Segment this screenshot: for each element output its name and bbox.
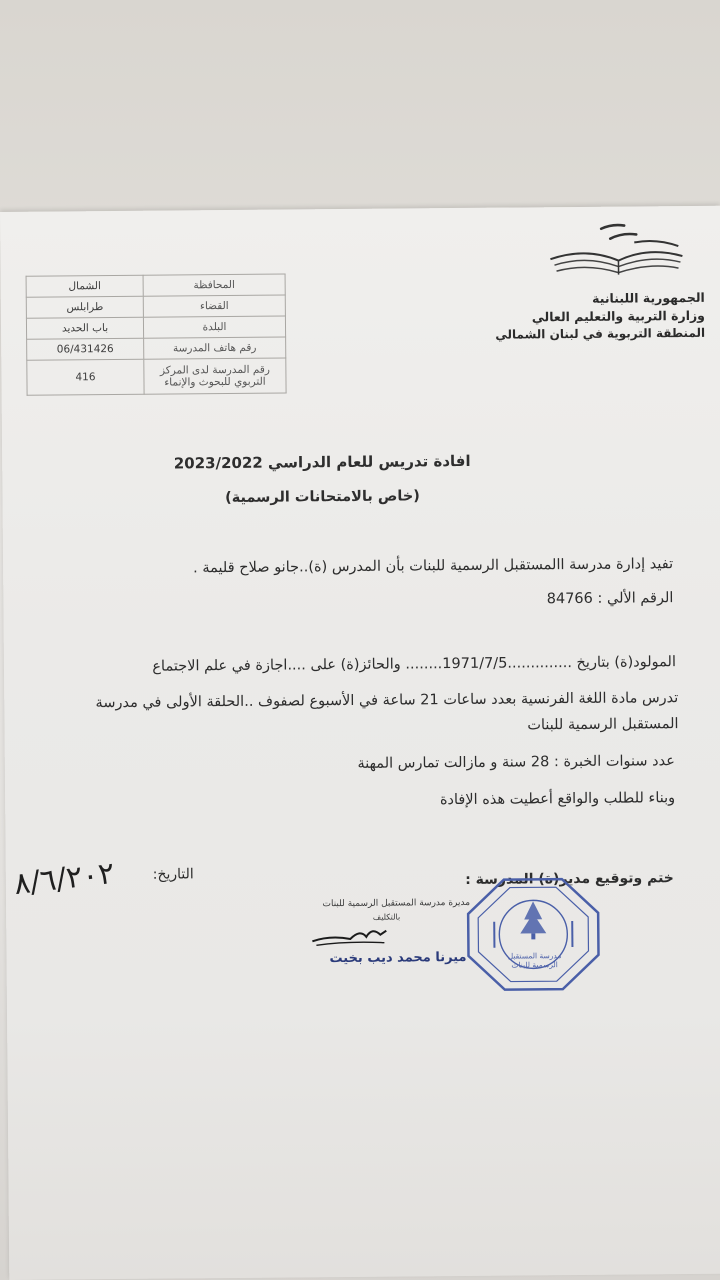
- ministry-book-logo-icon: [546, 220, 687, 279]
- table-row: [26, 316, 285, 339]
- document-title: افادة تدريس للعام الدراسي 2023/2022: [173, 451, 471, 473]
- stamp-inner-text: مدرسة المستقبل الرسمية للبنات: [507, 951, 562, 970]
- body-line-experience: عدد سنوات الخبرة : 28 سنة و مازالت تمارس المهنة: [357, 753, 675, 772]
- table-label: القضاء: [143, 295, 285, 317]
- table-label: البلدة: [143, 316, 285, 338]
- body-line-closing: وبناء للطلب والواقع أعطيت هذه الإفادة: [439, 790, 676, 809]
- table-label: رقم هاتف المدرسة: [144, 337, 286, 359]
- table-row: [26, 274, 285, 297]
- header-region: المنطقة التربوية في لبنان الشمالي: [495, 325, 706, 342]
- document-subtitle: (خاص بالامتحانات الرسمية): [225, 488, 420, 507]
- principal-assignment: بالتكليف: [372, 912, 401, 922]
- table-value: 416: [27, 359, 144, 395]
- table-value: الشمال: [26, 275, 143, 297]
- handwritten-signature-icon: [310, 921, 390, 950]
- principal-signature-block: [310, 898, 471, 979]
- principal-title: مديرة مدرسة المستقبل الرسمية للبنات: [322, 897, 471, 910]
- document-sheet: [0, 206, 720, 1280]
- table-value: باب الحديد: [26, 317, 143, 339]
- header-republic: الجمهورية اللبنانية: [592, 289, 705, 306]
- header-ministry: وزارة التربية والتعليم العالي: [531, 307, 705, 325]
- table-row: [27, 337, 286, 360]
- official-school-stamp-icon: [464, 875, 603, 994]
- table-row: [27, 358, 286, 395]
- table-value: طرابلس: [26, 296, 143, 318]
- body-line-school: المستقبل الرسمية للبنات: [527, 716, 679, 734]
- table-label: المحافظة: [143, 274, 285, 296]
- body-line-subject: تدرس مادة اللغة الفرنسية بعدد ساعات 21 ساعة في الأسبوع لصفوف ..الحلقة الأولى في مدرسة: [95, 690, 679, 712]
- handwritten-date: ٨/٦/٢٠٢: [12, 855, 117, 903]
- date-label: التاريخ:: [152, 866, 194, 883]
- body-line-birth-degree: المولود(ة) بتاريخ ..............1971/7/5........ والحائز(ة) على ....اجازة في علم الاجتماع: [152, 654, 677, 675]
- body-line-teacher: تفيد إدارة مدرسة االمستقبل الرسمية للبنات بأن المدرس (ة)..جانو صلاح قليمة .: [193, 556, 674, 577]
- table-label: رقم المدرسة لدى المركز التربوي للبحوث والإنماء: [144, 358, 286, 394]
- principal-name: ميرنا محمد ديب بخيت: [329, 949, 467, 967]
- body-line-number: الرقم الألي : 84766: [546, 590, 674, 608]
- table-value: 06/431426: [27, 338, 144, 360]
- table-row: [26, 295, 285, 318]
- school-info-table: [26, 274, 287, 396]
- signature-label: ختم وتوقيع مدير(ة) المدرسة :: [465, 870, 674, 888]
